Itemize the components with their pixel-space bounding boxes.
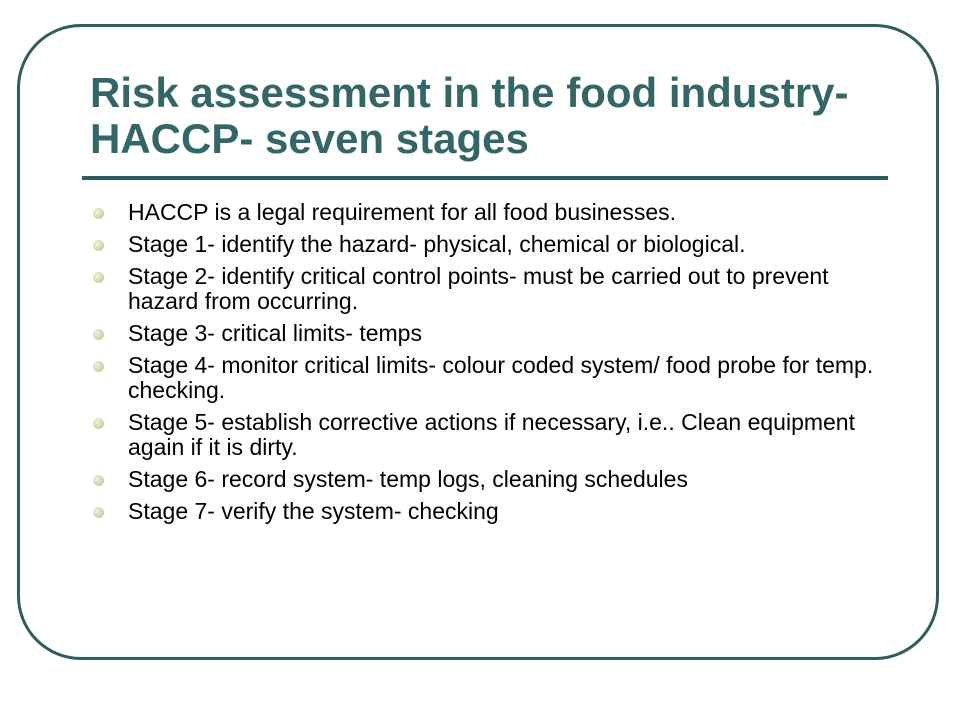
bullet-text: Stage 4- monitor critical limits- colour coded system/ food probe for temp. checking. [128, 352, 874, 403]
bullet-icon [93, 208, 104, 219]
bullet-icon [93, 475, 104, 486]
bullet-text: Stage 6- record system- temp logs, cleaning schedules [128, 466, 688, 492]
bullet-item-stage-3 [90, 321, 880, 346]
bullet-icon [93, 507, 104, 518]
bullet-item-stage-6 [90, 467, 880, 492]
bullet-item-stage-2 [90, 264, 880, 314]
bullet-icon [93, 240, 104, 251]
bullet-icon [93, 329, 104, 340]
bullet-text: Stage 7- verify the system- checking [128, 498, 499, 524]
bullet-list [90, 200, 880, 531]
title-divider [82, 176, 888, 180]
bullet-text: Stage 5- establish corrective actions if necessary, i.e.. Clean equipment again if it is dirty. [128, 409, 855, 460]
bullet-text: Stage 1- identify the hazard- physical, chemical or biological. [128, 231, 746, 257]
bullet-item-stage-5 [90, 410, 880, 460]
bullet-text: Stage 3- critical limits- temps [128, 320, 422, 346]
bullet-icon [93, 272, 104, 283]
bullet-item-stage-4 [90, 353, 880, 403]
bullet-icon [93, 418, 104, 429]
bullet-text: Stage 2- identify critical control points- must be carried out to prevent hazard from occurring. [128, 263, 829, 314]
bullet-item-stage-7 [90, 499, 880, 524]
bullet-item-stage-1 [90, 232, 880, 257]
bullet-text: HACCP is a legal requirement for all food businesses. [128, 199, 677, 225]
bullet-icon [93, 361, 104, 372]
slide-title: Risk assessment in the food industry-HACCP- seven stages [90, 69, 849, 162]
bullet-item-haccp [90, 200, 880, 225]
